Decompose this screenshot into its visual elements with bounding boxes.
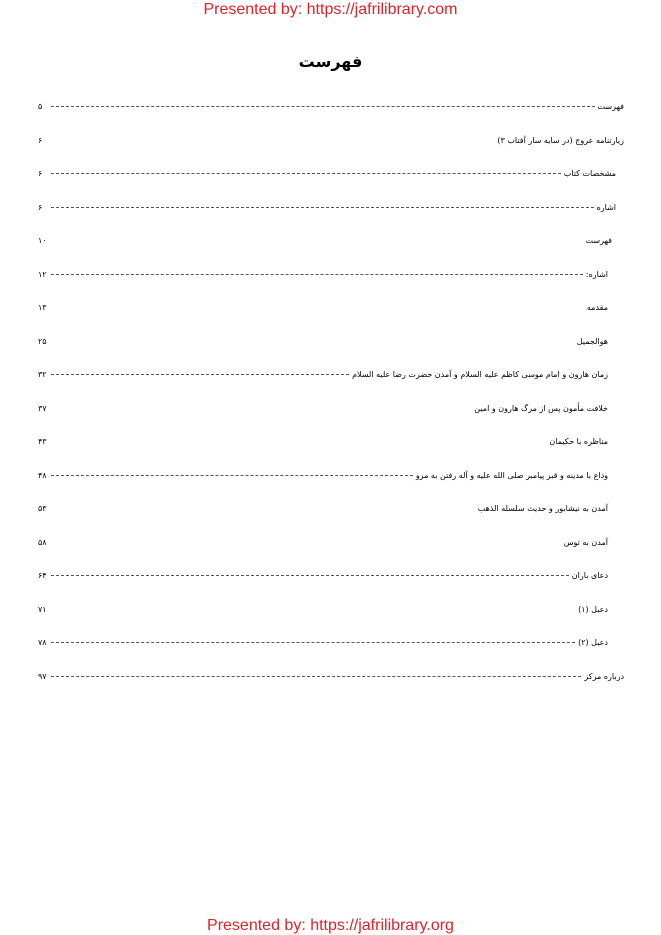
toc-row[interactable] [38, 224, 624, 258]
toc-row[interactable] [38, 157, 624, 191]
watermark-bottom: Presented by: https://jafrilibrary.org [207, 917, 454, 934]
toc-dot-leader [51, 106, 595, 107]
toc-row[interactable] [38, 392, 624, 426]
toc-page-number: ۱۲ [38, 269, 47, 279]
table-of-contents [38, 90, 624, 693]
toc-row[interactable] [38, 90, 624, 124]
toc-entry-title[interactable]: فهرست [585, 236, 612, 246]
toc-row[interactable] [38, 593, 624, 627]
toc-entry-title[interactable]: فهرست [597, 102, 624, 112]
toc-entry-title[interactable]: دعبل (۱) [578, 604, 608, 614]
toc-entry-title[interactable]: دعای باران [571, 571, 608, 581]
toc-row[interactable] [38, 459, 624, 493]
toc-entry-title[interactable]: دعبل (۲) [578, 638, 608, 648]
toc-row[interactable] [38, 526, 624, 560]
toc-row[interactable] [38, 358, 624, 392]
toc-entry-title[interactable]: آمدن به توس [563, 537, 608, 547]
toc-page-number: ۶۴ [38, 571, 47, 581]
toc-entry-title[interactable]: زیارتنامه عروج (در سایه سار آفتاب ۳) [497, 135, 624, 145]
toc-page-number: ۲۵ [38, 336, 47, 346]
toc-page-number: ۳۲ [38, 370, 47, 380]
page-title: فهرست [298, 52, 363, 71]
toc-row[interactable] [38, 325, 624, 359]
toc-dot-leader [51, 575, 569, 576]
toc-entry-title[interactable]: اشاره: [585, 269, 608, 279]
toc-entry-title[interactable]: درباره مرکز [584, 671, 624, 681]
toc-page-number: ۱۳ [38, 303, 47, 313]
toc-dot-leader [51, 207, 594, 208]
toc-page-number: ۱۰ [38, 236, 47, 246]
toc-row[interactable] [38, 492, 624, 526]
toc-page-number: ۶ [38, 169, 43, 179]
toc-page-number: ۵ [38, 102, 43, 112]
toc-entry-title[interactable]: زمان هارون و امام موسی کاظم علیه السلام و آمدن حضرت رضا علیه السلام [352, 370, 608, 380]
toc-row[interactable] [38, 291, 624, 325]
toc-row[interactable] [38, 124, 624, 158]
toc-page-number: ۴۸ [38, 470, 47, 480]
toc-page-number: ۹۷ [38, 671, 47, 681]
toc-entry-title[interactable]: اشاره [596, 202, 616, 212]
toc-entry-title[interactable]: مقدمه [586, 303, 608, 313]
watermark-top: Presented by: https://jafrilibrary.com [203, 1, 458, 18]
toc-entry-title[interactable]: خلافت مأمون پس از مرگ هارون و امین [474, 403, 608, 413]
toc-dot-leader [51, 274, 583, 275]
toc-page-number: ۵۳ [38, 504, 47, 514]
toc-entry-title[interactable]: مناظره با حکیمان [549, 437, 608, 447]
toc-entry-title[interactable]: هوالجمیل [576, 336, 608, 346]
toc-dot-leader [51, 374, 349, 375]
toc-entry-title[interactable]: وداع با مدینه و قبر پیامبر صلی الله علیه و آله رفتن به مرو [415, 470, 608, 480]
toc-page-number: ۳۷ [38, 403, 47, 413]
toc-page-number: ۷۸ [38, 638, 47, 648]
toc-page-number: ۶ [38, 202, 43, 212]
toc-row[interactable] [38, 258, 624, 292]
toc-dot-leader [51, 642, 575, 643]
toc-row[interactable] [38, 559, 624, 593]
toc-row[interactable] [38, 425, 624, 459]
toc-page-number: ۴۳ [38, 437, 47, 447]
toc-page-number: ۶ [38, 135, 43, 145]
toc-entry-title[interactable]: مشخصات کتاب [563, 169, 616, 179]
toc-dot-leader [51, 676, 581, 677]
toc-dot-leader [51, 173, 561, 174]
toc-page-number: ۵۸ [38, 537, 47, 547]
toc-dot-leader [51, 475, 413, 476]
toc-row[interactable] [38, 191, 624, 225]
toc-entry-title[interactable]: آمدن به نیشابور و حدیث سلسله الذهب [477, 504, 608, 514]
toc-row[interactable] [38, 660, 624, 694]
toc-row[interactable] [38, 626, 624, 660]
toc-page-number: ۷۱ [38, 604, 47, 614]
